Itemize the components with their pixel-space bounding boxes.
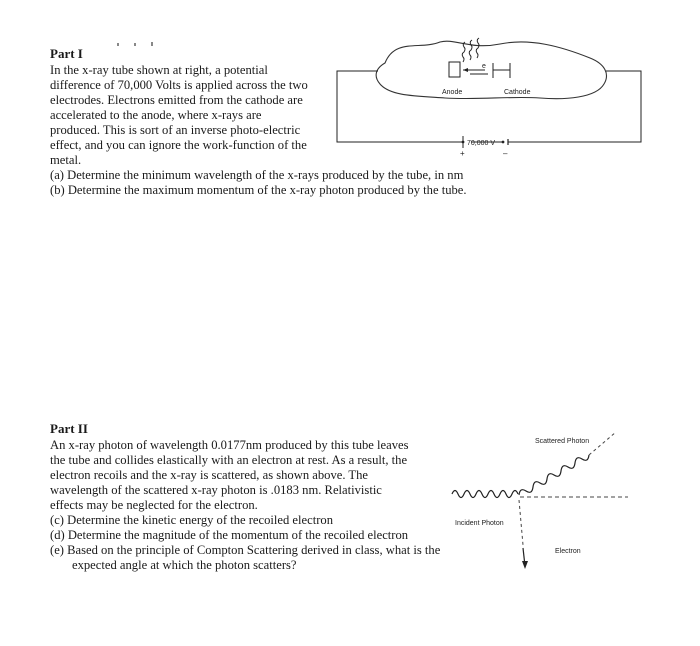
scattered-photon-label: Scattered Photon [535,438,590,445]
plus-sign: + [460,149,465,158]
part2-intro-line-3: electron recoils and the x-ray is scattered, as shown above. The [50,468,368,482]
part2-intro-line-2: the tube and collides elastically with an electron at rest. As a result, the [50,453,408,467]
emitted-xray-wave-3 [476,38,479,58]
scattered-direction-dashed-line [589,432,616,455]
electron-recoil-dashed-line [519,500,523,545]
part2-heading: Part II [50,421,88,436]
part1-heading: Part I [50,46,83,61]
circuit-wire [337,71,641,142]
electron-beam-arrowhead [463,68,468,72]
question-e: (e) Based on the principle of Compton Scattering derived in class, what is the expected angle at which the photon scatters? [50,543,441,572]
electron-label: Electron [555,548,581,555]
part2-intro-line-5: effects may be neglected for the electron. [50,498,258,512]
part1-intro-line-7: metal. [50,153,82,167]
part1-intro-line-1: In the x-ray tube shown at right, a potential [50,63,268,77]
incident-photon-label: Incident Photon [455,520,504,527]
question-b: (b) Determine the maximum momentum of the x-ray photon produced by the tube. [50,183,467,197]
part1-intro-line-4: accelerated to the anode, where x-rays are [50,108,262,122]
question-a: (a) Determine the minimum wavelength of the x-rays produced by the tube, in nm [50,168,464,182]
scattered-photon-wave [519,455,589,495]
question-c: (c) Determine the kinetic energy of the recoiled electron [50,513,333,527]
incident-photon-wave [452,491,518,498]
part2-intro-line-4: wavelength of the scattered x-ray photon is .0183 nm. Relativistic [50,483,382,497]
part1-intro-line-5: produced. This is sort of an inverse photo-electric [50,123,301,137]
anode-electrode [449,62,460,77]
electron-recoil-arrowhead [522,561,528,569]
voltage-label: 70,000 V [467,140,496,147]
anode-label: Anode [442,89,463,96]
scan-marks [118,42,152,46]
vacuum-tube-envelope [376,41,606,98]
minus-sign: – [503,149,508,158]
emitted-xray-wave-2 [469,40,472,60]
question-d: (d) Determine the magnitude of the momentum of the recoiled electron [50,528,409,542]
cathode-label: Cathode [504,89,531,96]
emitted-xray-wave-1 [462,42,465,62]
part1-intro-line-6: effect, and you can ignore the work-function of the [50,138,307,152]
part1-intro-line-2: difference of 70,000 Volts is applied across the two [50,78,308,92]
terminal-dot-right [502,141,505,144]
terminal-dot-left [462,141,465,144]
part1-intro-line-3: electrodes. Electrons emitted from the cathode are [50,93,303,107]
part2-intro-line-1: An x-ray photon of wavelength 0.0177nm produced by this tube leaves [50,438,409,452]
electron-symbol: e [482,63,486,70]
